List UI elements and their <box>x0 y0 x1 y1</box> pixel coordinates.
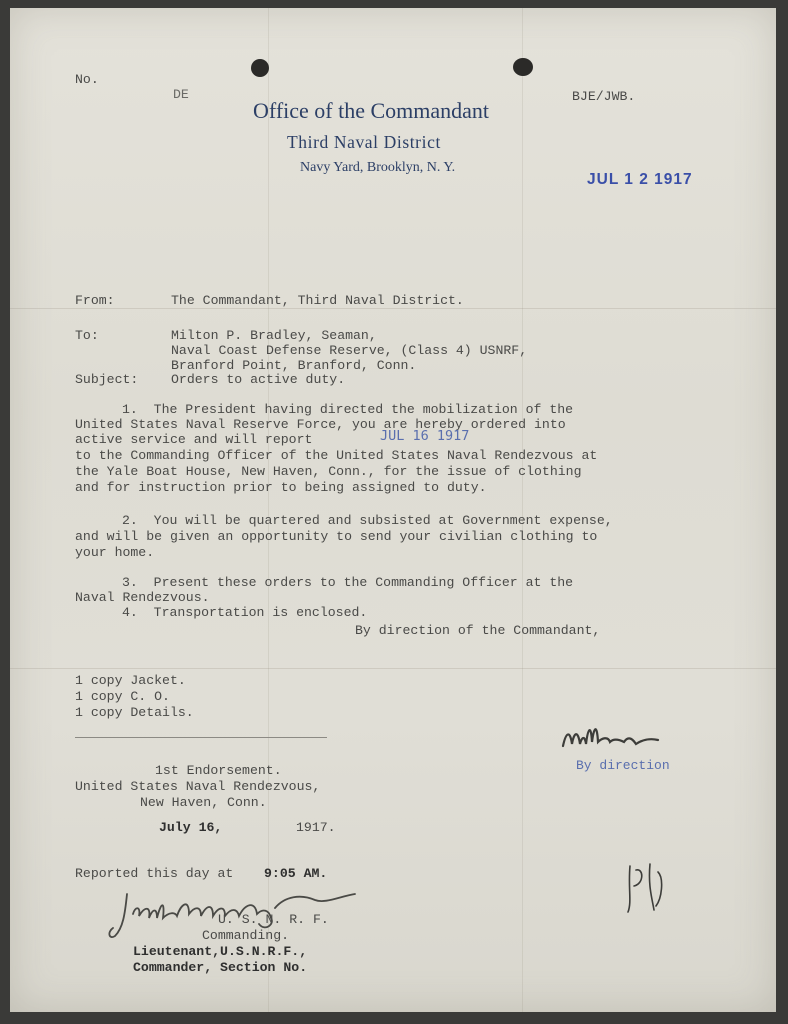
paragraph-4: 4. Transportation is enclosed. <box>122 605 368 620</box>
endorsement-year: 1917. <box>296 820 336 835</box>
to-line-3: Branford Point, Branford, Conn. <box>171 358 417 373</box>
initials-mark <box>622 858 670 918</box>
subject-label: Subject: <box>75 372 139 387</box>
endorsement-date: July 16, <box>159 820 223 835</box>
letterhead-address: Navy Yard, Brooklyn, N. Y. <box>300 160 456 175</box>
to-line-2: Naval Coast Defense Reserve, (Class 4) USNRF, <box>171 343 528 358</box>
to-line-1: Milton P. Bradley, Seaman, <box>171 328 377 343</box>
punch-hole-right <box>513 58 533 76</box>
paragraph-2-line-2: and will be given an opportunity to send your civilian clothing to <box>75 529 598 544</box>
commanding-line: Commanding. <box>202 928 290 943</box>
to-label: To: <box>75 328 99 343</box>
received-date-stamp: JUL 1 2 1917 <box>587 171 693 188</box>
subject-value: Orders to active duty. <box>171 372 346 387</box>
endorsement-place: New Haven, Conn. <box>140 795 267 810</box>
paragraph-3-line-2: Naval Rendezvous. <box>75 590 210 605</box>
reported-time: 9:05 AM. <box>264 866 328 881</box>
by-direction-stamp: By direction <box>576 758 670 773</box>
endorsement-title: 1st Endorsement. <box>155 763 282 778</box>
reported-prefix: Reported this day at <box>75 866 234 881</box>
document-page <box>10 8 776 1012</box>
right-reference-code: BJE/JWB. <box>572 89 636 104</box>
endorsement-organization: United States Naval Rendezvous, <box>75 779 321 794</box>
copy-line-co: 1 copy C. O. <box>75 689 170 704</box>
direction-line: By direction of the Commandant, <box>355 623 601 638</box>
commander-section-line: Commander, Section No. <box>133 960 308 975</box>
left-reference-code: DE <box>173 87 189 102</box>
miller-signature <box>558 718 678 758</box>
from-value: The Commandant, Third Naval District. <box>171 293 464 308</box>
number-label: No. <box>75 72 99 87</box>
paragraph-3-line-1: 3. Present these orders to the Commanding Officer at the <box>122 575 574 590</box>
letterhead-district: Third Naval District <box>287 132 441 152</box>
copy-line-jacket: 1 copy Jacket. <box>75 673 186 688</box>
paragraph-1-line-2: United States Naval Reserve Force, you are hereby ordered into <box>75 417 566 432</box>
punch-hole-left <box>251 59 269 77</box>
from-label: From: <box>75 293 115 308</box>
paragraph-1-line-3: active service and will report <box>75 432 313 447</box>
paragraph-2-line-1: 2. You will be quartered and subsisted at Government expense, <box>122 513 613 528</box>
paragraph-1-line-6: and for instruction prior to being assigned to duty. <box>75 480 487 495</box>
paragraph-1-line-4: to the Commanding Officer of the United States Naval Rendezvous at <box>75 448 598 463</box>
usnrf-line: U. S. N. R. F. <box>218 912 329 927</box>
report-date-stamp: JUL 16 1917 <box>380 428 470 444</box>
paragraph-1-line-5: the Yale Boat House, New Haven, Conn., for the issue of clothing <box>75 464 582 479</box>
letterhead-office: Office of the Commandant <box>253 98 490 123</box>
copy-line-details: 1 copy Details. <box>75 705 194 720</box>
endorsement-divider <box>75 737 327 738</box>
paragraph-2-line-3: your home. <box>75 545 155 560</box>
lieutenant-line: Lieutenant,U.S.N.R.F., <box>133 944 308 959</box>
paragraph-1-line-1: 1. The President having directed the mobilization of the <box>122 402 574 417</box>
